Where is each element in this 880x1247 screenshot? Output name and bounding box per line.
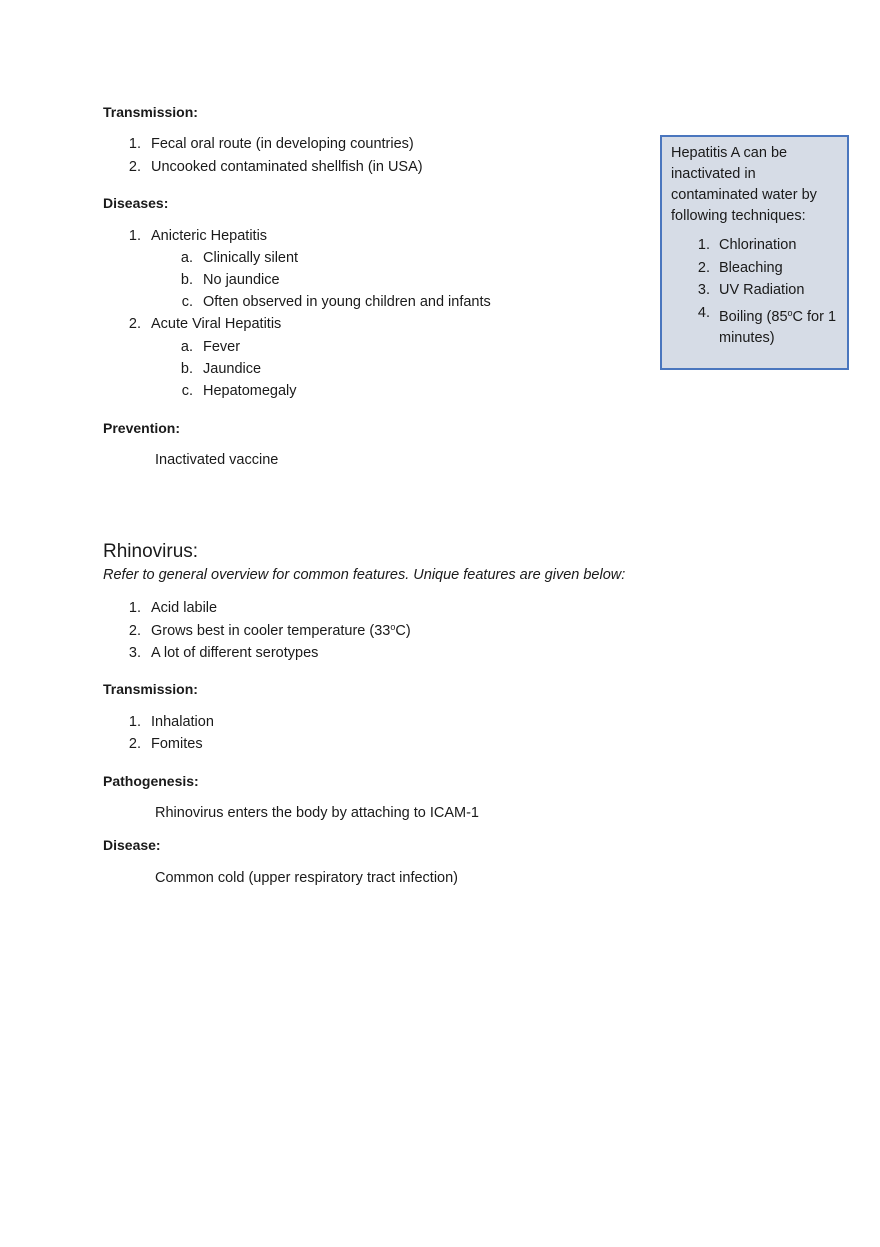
- temp-text-post: C): [395, 623, 411, 639]
- callout-intro: Hepatitis A can be inactivated in contaminated water by following techniques:: [671, 145, 817, 224]
- transmission-heading: Transmission:: [103, 681, 198, 697]
- callout-list-item: [695, 282, 804, 298]
- list-number: 2.: [128, 316, 141, 332]
- list-number: 2.: [128, 736, 141, 752]
- degree-sup: o: [390, 622, 396, 632]
- list-text: Uncooked contaminated shellfish (in USA): [151, 159, 423, 175]
- pathogenesis-text: Rhinovirus enters the body by attaching to ICAM-1: [155, 805, 479, 821]
- list-item: [119, 600, 217, 616]
- list-text: Clinically silent: [203, 250, 299, 266]
- list-text: UV Radiation: [719, 282, 805, 298]
- temp-text-pre: Grows best in cooler temperature (33: [151, 623, 391, 639]
- list-number: 1.: [128, 228, 141, 244]
- list-text: Bleaching: [719, 260, 783, 276]
- sub-list-item: [171, 383, 297, 399]
- list-item: [119, 714, 214, 730]
- list-item: [119, 316, 281, 332]
- sub-list-item: [171, 250, 298, 266]
- degree-sup: o: [787, 308, 793, 318]
- list-text: Anicteric Hepatitis: [151, 228, 268, 244]
- list-text: Acute Viral Hepatitis: [151, 316, 282, 332]
- list-text: Inhalation: [151, 714, 214, 730]
- list-item: [119, 645, 318, 661]
- callout-list-item: [695, 305, 841, 349]
- disease-text: Common cold (upper respiratory tract infection): [155, 870, 459, 886]
- list-item: [119, 622, 411, 639]
- section-title: Rhinovirus:: [103, 541, 199, 562]
- list-letter: a.: [180, 250, 193, 266]
- list-text: Acid labile: [151, 600, 218, 616]
- list-text: [719, 303, 841, 349]
- list-item: [119, 159, 423, 175]
- boiling-text-post: C for 1 minutes): [719, 309, 837, 346]
- diseases-heading: Diseases:: [103, 195, 169, 211]
- list-letter: a.: [180, 339, 193, 355]
- boiling-text-pre: Boiling (85: [719, 309, 788, 325]
- list-number: 1.: [128, 136, 141, 152]
- prevention-heading: Prevention:: [103, 420, 181, 436]
- list-number: 2.: [128, 159, 141, 175]
- list-number: 1.: [128, 600, 141, 616]
- list-item: [119, 228, 267, 244]
- section-subtitle: Refer to general overview for common features. Unique features are given below:: [103, 567, 626, 583]
- list-number: 3.: [697, 282, 710, 298]
- list-letter: c.: [181, 383, 193, 399]
- callout-list-item: [695, 237, 796, 253]
- list-number: 2.: [128, 623, 141, 639]
- list-text: No jaundice: [203, 272, 280, 288]
- list-text: Fomites: [151, 736, 203, 752]
- list-text: Fecal oral route (in developing countries): [151, 136, 414, 152]
- list-text: Often observed in young children and infants: [203, 294, 491, 310]
- list-text: Hepatomegaly: [203, 383, 297, 399]
- list-item: [119, 736, 203, 752]
- pathogenesis-heading: Pathogenesis:: [103, 773, 199, 789]
- list-text: [151, 622, 411, 639]
- sub-list-item: [171, 272, 280, 288]
- callout-list-item: [695, 260, 783, 276]
- list-number: 3.: [128, 645, 141, 661]
- list-letter: b.: [180, 361, 193, 377]
- list-letter: b.: [180, 272, 193, 288]
- list-text: Jaundice: [203, 361, 262, 377]
- disease-heading: Disease:: [103, 837, 161, 853]
- prevention-text: Inactivated vaccine: [155, 452, 279, 468]
- list-number: 4.: [697, 305, 710, 321]
- list-item: [119, 136, 414, 152]
- list-number: 1.: [697, 237, 710, 253]
- list-letter: c.: [181, 294, 193, 310]
- list-text: Chlorination: [719, 237, 797, 253]
- list-number: 1.: [128, 714, 141, 730]
- info-callout-box: [660, 135, 849, 370]
- sub-list-item: [171, 294, 491, 310]
- list-text: A lot of different serotypes: [151, 645, 319, 661]
- sub-list-item: [171, 339, 240, 355]
- list-text: Fever: [203, 339, 241, 355]
- transmission-heading: Transmission:: [103, 104, 198, 120]
- sub-list-item: [171, 361, 261, 377]
- list-number: 2.: [697, 260, 710, 276]
